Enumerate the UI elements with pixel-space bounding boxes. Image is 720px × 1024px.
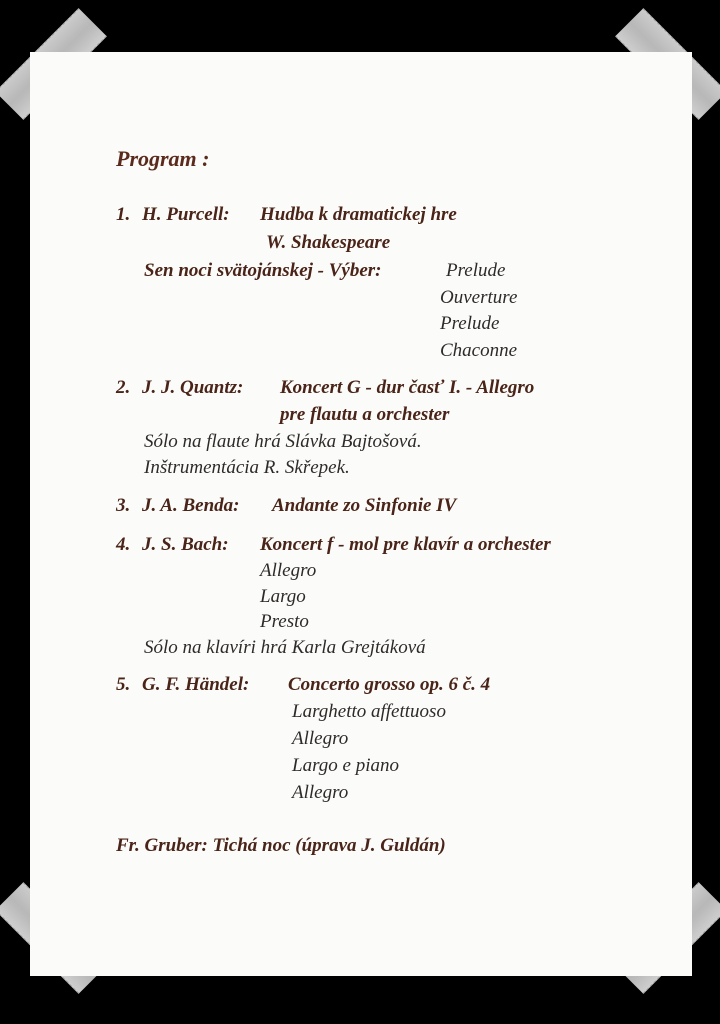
item-note: Inštrumentácia R. Skřepek. [144,457,350,478]
item-number: 2. [116,377,131,398]
item-number: 3. [116,495,131,516]
item-note: Sólo na klavíri hrá Karla Grejtáková [144,637,426,658]
item-title: Koncert f - mol pre klavír a orchester [260,534,551,555]
program-sheet [30,52,692,976]
movement: Prelude [440,313,500,334]
item-number: 4. [116,534,131,555]
item-number: 1. [116,204,131,225]
movement: Chaconne [440,340,518,361]
movement: Allegro [260,560,317,581]
item-number: 5. [116,674,131,695]
item-note: Sólo na flaute hrá Slávka Bajtošová. [144,431,422,452]
closing-piece: Fr. Gruber: Tichá noc (úprava J. Guldán) [116,835,446,856]
item-composer: G. F. Händel: [142,674,250,695]
movement: Ouverture [440,287,518,308]
movement: Larghetto affettuoso [292,701,446,722]
item-title: Andante zo Sinfonie IV [272,495,457,516]
item-title: Koncert G - dur časť I. - Allegro [280,377,535,398]
movement: Largo e piano [292,755,399,776]
item-composer: J. S. Bach: [142,534,229,555]
item-title-continued: pre flautu a orchester [280,404,450,425]
item-composer: J. J. Quantz: [142,377,244,398]
item-subtitle: Sen noci svätojánskej - Výber: [144,260,382,281]
item-title-continued: W. Shakespeare [266,232,391,253]
movement: Presto [260,611,309,632]
movement: Allegro [292,782,349,803]
item-composer: J. A. Benda: [142,495,240,516]
item-composer: H. Purcell: [142,204,230,225]
item-title: Concerto grosso op. 6 č. 4 [288,674,491,695]
movement: Prelude [446,260,506,281]
item-title: Hudba k dramatickej hre [260,204,457,225]
movement: Largo [260,586,306,607]
program-heading: Program : [116,146,210,171]
movement: Allegro [292,728,349,749]
